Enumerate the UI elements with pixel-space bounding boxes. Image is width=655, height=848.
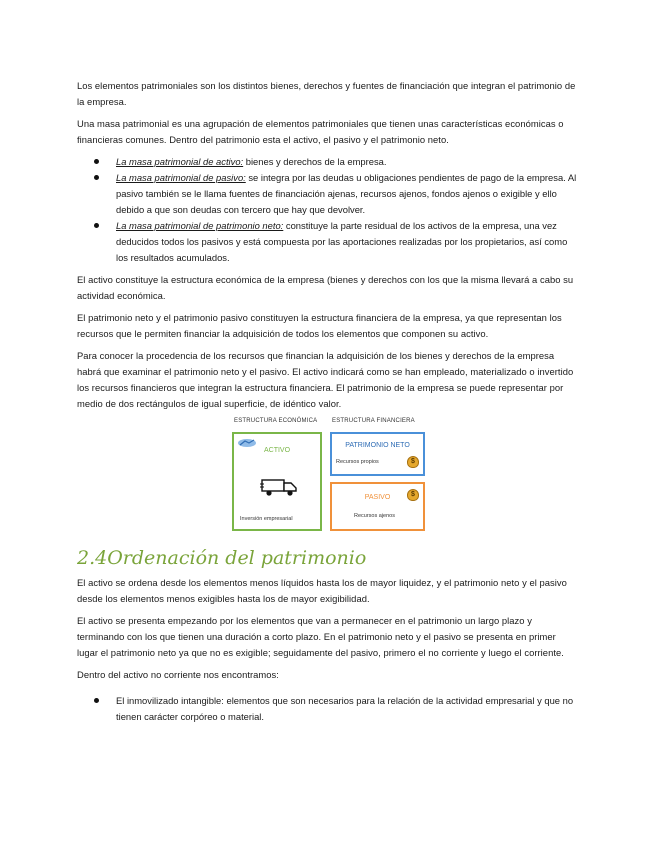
label-estructura-financiera: ESTRUCTURA FINANCIERA [332,418,415,424]
paragraph-ordenacion: El activo se ordena desde los elementos menos líquidos hasta los de mayor liquidez, y el patrimonio neto y el pasivo desde los elementos menos exigibles hasta los de mayor exigibilidad. [77,577,567,604]
section-heading: 2.4Ordenación del patrimonio [77,547,367,569]
money-bag-icon: $ [407,489,419,501]
patrimonio-neto-caption: Recursos propios [336,459,379,465]
label-estructura-economica: ESTRUCTURA ECONÓMICA [234,418,318,424]
list-item [77,218,577,266]
inmovilizado-intangible-text: El inmovilizado intangible: elementos que son necesarios para la relación de la actividad empresarial y que no tienen carácter corpóreo o material. [116,695,574,722]
term-pasivo: La masa patrimonial de pasivo: [116,172,246,183]
patrimonio-neto-box [330,432,425,476]
term-activo: La masa patrimonial de activo: [116,156,244,167]
pasivo-box [330,482,425,531]
list-item [77,693,577,725]
paragraph-activo-no-corriente: Dentro del activo no corriente nos encontramos: [77,669,279,680]
definition-pasivo: se integra por las deudas u obligaciones pendientes de pago de la empresa. Al pasivo también se le llama fuentes de financiación ajenas, recursos ajenos, fondos ajenos o exigible y ello debido a que son deudas con tercero que hay que devolver. [116,172,577,215]
patrimonio-neto-title: PATRIMONIO NETO [345,442,410,449]
paragraph-estructura-financiera: El patrimonio neto y el patrimonio pasivo constituyen la estructura financiera de la empresa, ya que representan los recursos que le permiten financiar la adquisición de todos los elementos que componen su activo. [77,312,562,339]
activo-title: ACTIVO [263,447,291,454]
paragraph-activo: El activo constituye la estructura económica de la empresa (bienes y derechos con los que la misma llevará a cabo su actividad económica. [77,274,574,301]
truck-icon [260,476,300,498]
paragraph-procedencia: Para conocer la procedencia de los recursos que financian la adquisición de los bienes y derechos de la empresa habrá que examinar el patrimonio neto y el pasivo. El activo indicará como se han empleado, materializado o invertido los recursos financieros que integran la estructura financiera. El patrimonio de la empresa se puede representar por medio de dos rectángulos de igual superficie, de idéntico valor. [77,350,574,409]
pasivo-title: PASIVO [364,494,391,501]
activo-box [232,432,322,531]
paragraph-presentacion: El activo se presenta empezando por los elementos que van a permanecer en el patrimonio un largo plazo y terminando con los que tienen una duración a corto plazo. En el patrimonio neto y el pasivo se presenta en primer lugar el patrimonio neto ya que no es exigible; seguidamente del pasivo, primero el no corriente y luego el corriente. [77,615,564,658]
bullet-icon [94,223,99,228]
list-item [77,154,577,170]
term-patrimonio-neto: La masa patrimonial de patrimonio neto: [116,220,284,231]
estructura-diagram [232,418,427,534]
list-item [77,170,577,218]
definition-patrimonio-neto: constituye la parte residual de los activos de la empresa, una vez deducidos todos los pasivos y está compuesta por las aportaciones realizadas por los propietarios, así como los resultados acumulados. [116,220,568,263]
masas-list [77,154,577,266]
definition-activo: bienes y derechos de la empresa. [243,156,387,167]
pasivo-caption: Recursos ajenos [354,513,395,519]
bullet-icon [94,159,99,164]
bullet-icon [94,698,99,703]
paragraph-elementos: Los elementos patrimoniales son los distintos bienes, derechos y fuentes de financiación que integran el patrimonio de la empresa. [77,80,576,107]
activo-caption: Inversión empresarial [240,516,293,522]
document-page [77,78,577,725]
bullet-icon [94,175,99,180]
paragraph-masa: Una masa patrimonial es una agrupación de elementos patrimoniales que tienen unas características económicas o financieras comunes. Dentro del patrimonio esta el activo, el pasivo y el patrimonio neto. [77,118,564,145]
money-bag-icon: $ [407,456,419,468]
activo-no-corriente-list [77,693,577,725]
